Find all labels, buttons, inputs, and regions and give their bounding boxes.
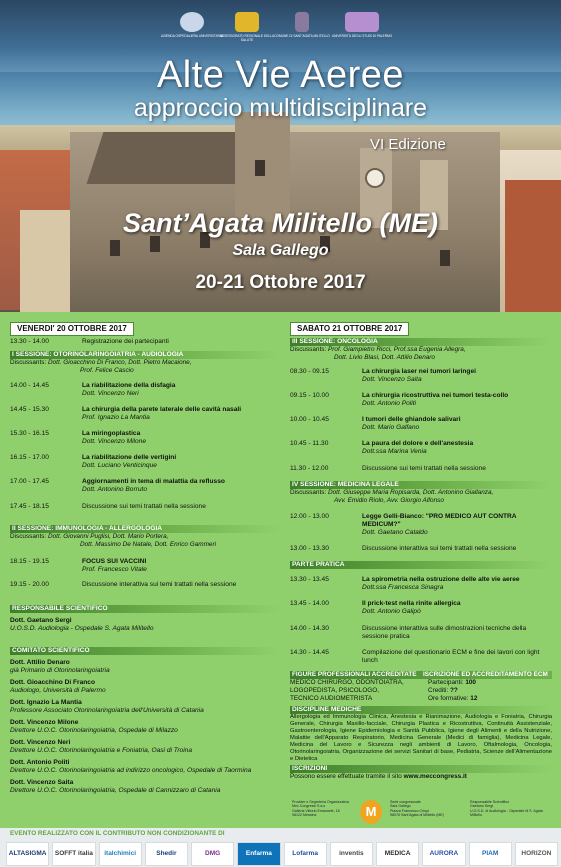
program-row [10, 454, 280, 470]
time-slot: 11.30 - 12.00 [290, 465, 329, 473]
sponsor-logo: italchimici [99, 842, 142, 866]
discussants-line: Prof. Giampietro Ricci, Prof.ssa Eugenia Allegra, [328, 346, 466, 353]
figures-list [290, 679, 414, 703]
registration-link[interactable]: www.meccongress.it [403, 773, 467, 781]
discussants-label: Discussants: [290, 346, 327, 353]
disciplines-header: DISCIPLINE MEDICHE [290, 706, 552, 714]
program-row [290, 416, 552, 432]
discussants-line: Dott. Livio Blasi, Dott. Attilio Denaro [334, 353, 435, 361]
logo-caption: UNIVERSITÀ DEGLI STUDI DI PALERMO [331, 34, 393, 38]
speaker: Dott. Antonio Galipò [362, 608, 421, 616]
program-row [290, 392, 552, 408]
person-role: Direttore U.O.C. Otorinolaringoiatria, Ospedale di Cannizzaro di Catania [10, 787, 221, 795]
talk-title: FOCUS SUI VACCINI [82, 558, 147, 566]
row-title: Discussione sui temi trattati nella sessione [82, 503, 206, 511]
committee-member [10, 739, 280, 755]
time-slot: 16.15 - 17.00 [10, 454, 49, 462]
window [255, 160, 265, 176]
tab-friday: VENERDI' 20 OTTOBRE 2017 [10, 322, 134, 336]
resp-info: Responsabile Scientifico Gaetano Sergi U.O.S.D. di Audiologia - Ospedale di S. Agata Militello [470, 800, 543, 818]
committee-member [10, 699, 280, 715]
figure-item: TECNICO AUDIOMETRISTA [290, 695, 373, 703]
row-title: Discussione interattiva sui temi trattati nella sessione [362, 545, 517, 553]
sponsor-logo: PIAM [469, 842, 512, 866]
logo-mark [345, 12, 379, 32]
program-row [290, 513, 552, 537]
committee-member [10, 779, 280, 795]
speaker: Prof. Ignazio La Mantia [82, 414, 150, 422]
program-row [10, 503, 280, 511]
row-title: Registrazione dei partecipanti [82, 338, 169, 345]
talk-title: Il prick-test nella rinite allergica [362, 600, 461, 608]
sponsor-logo: AURORA [422, 842, 465, 866]
logo-caption: ASSESSORATO REGIONALE DELLA SALUTE [219, 34, 275, 42]
logo-mark [295, 12, 309, 32]
hero-banner [0, 0, 561, 312]
person-name: Dott. Vincenzo Neri [10, 739, 71, 747]
mec-logo-icon: M [360, 800, 382, 824]
discussants [10, 359, 280, 374]
session-header: IV SESSIONE: MEDICINA LEGALE [290, 481, 552, 489]
sponsor-logo: HORIZON [515, 842, 558, 866]
event-subtitle: approccio multidisciplinare [133, 94, 428, 122]
discussants-line: Prof. Felice Cascio [80, 366, 134, 374]
program-row [290, 576, 552, 592]
discussants-line: Avv. Emidio Riolo, Avv. Giorgio Alfonso [334, 496, 444, 504]
sponsor-logo: SOFFT italia [52, 842, 95, 866]
talk-title: La chirurgia della parete laterale delle cavità nasali [82, 406, 242, 414]
person-name: Dott. Vincenzo Saita [10, 779, 74, 787]
sponsor-logo: inventis [330, 842, 373, 866]
session-header: PARTE PRATICA [290, 561, 552, 569]
sponsor-title: EVENTO REALIZZATO CON IL CONTRIBUTO NON CONDIZIONANTE DI [10, 830, 225, 837]
row-title: Discussione sui temi trattati nella sessione [362, 465, 486, 473]
session-header: I SESSIONE: OTORINOLARINGOIATRIA - AUDIOLOGIA [10, 351, 280, 359]
participants-label: Partecipanti: [428, 679, 464, 687]
discussants-line: Dott. Giuseppe Maria Ropisarda, Dott. Antonino Giallanza, [328, 489, 494, 497]
talk-title: I tumori delle ghiandole salivari [362, 416, 461, 424]
logo-caption: AZIENDA OSPEDALIERA UNIVERSITARIA [161, 34, 223, 38]
speaker: Dott. Luciano Venticinque [82, 462, 157, 470]
discussants-label: Discussants: [10, 533, 47, 541]
ecm-details [414, 679, 552, 703]
person-name: Dott. Attilio Denaro [10, 659, 70, 667]
time-slot: 10.45 - 11.30 [290, 440, 329, 448]
speaker: Dott. Vincenzo Saita [362, 376, 422, 384]
event-dates: 20-21 Ottobre 2017 [195, 272, 366, 293]
registration-info [290, 773, 552, 781]
discussants [10, 533, 280, 548]
disciplines-text: Allergologia ed Immunologia Clinica, Anestesia e Rianimazione, Audiologia e Foniatria, Chirurgia Generale, Chirurgia Maxillo-facciale, Chirurgia Plastica e Ricostruttiva, Continuità Assistenziale, Gastroenterologia, Igiene Epidemiologia e Sanità Pubblica, Igiene degli Alimenti e della Nutrizione, Malattie dell'Apparato Respiratorio, Medicina Generale (Medici di famiglia), Medicina Legale, Medicina del Lavoro e Sicurezza negli ambienti di Lavoro, Oftalmologia, Oncologia, Otorinolaringoiatria, Organizzazione dei servizi Sanitari di base, Pediatria, Scienze dell'Alimentazione e Dietetica [290, 714, 552, 763]
time-slot: 09.15 - 10.00 [290, 392, 329, 400]
time-slot: 14.30 - 14.45 [290, 649, 329, 657]
sponsor-logo: DMG [191, 842, 234, 866]
person-role: Direttore U.O.C. Otorinolaringoiatria, Ospedale di Milazzo [10, 727, 178, 735]
accreditation-body [290, 679, 552, 703]
person-role: Professore Associato Otorinolaringoiatria dell'Università di Catania [10, 707, 204, 715]
registration-text: Possono essere effettuate tramite il sito [290, 773, 402, 781]
row-title: Discussione interattiva sui temi trattati nella sessione [82, 581, 237, 589]
logo-mark [180, 12, 204, 32]
program-row [290, 368, 552, 384]
venue-info: Sede congressuale Sala Gallego Piazza Francesco Crispi 98076 Sant'Agata di Militello (ME) [390, 800, 445, 818]
program-row [290, 440, 552, 456]
edition-label: VI Edizione [370, 136, 446, 153]
program-row [290, 600, 552, 616]
talk-title: Legge Gelli-Bianco: "PRO MEDICO AUT CONTRA MEDICUM?" [362, 513, 517, 529]
figures-header: FIGURE PROFESSIONALI ACCREDITATE [292, 671, 417, 679]
person-name: Dott. Antonio Politi [10, 759, 70, 767]
time-slot: 10.00 - 10.45 [290, 416, 329, 424]
event-title: Alte Vie Aeree [156, 54, 405, 96]
program-row [10, 581, 280, 589]
talk-title: La riabilitazione della disfagia [82, 382, 176, 390]
speaker: Dott. Vincenzo Neri [82, 390, 139, 398]
hours-value: 12 [470, 695, 478, 703]
sponsor-logo: Shedir [145, 842, 188, 866]
time-slot: 17.45 - 18.15 [10, 503, 49, 511]
accreditation-header [290, 671, 552, 679]
sponsor-logo: ALTASIGMA [6, 842, 49, 866]
speaker: Prof. Francesco Vitale [82, 566, 147, 574]
tab-saturday: SABATO 21 OTTOBRE 2017 [290, 322, 409, 336]
credits-label: Crediti: [428, 687, 449, 695]
logo-caption: COMUNE DI SANT'AGATA MILITELLO [274, 34, 330, 38]
discussants [290, 489, 552, 504]
discussants-line: Dott. Massimo De Natale, Dott. Enrico Gammeri [80, 540, 217, 548]
discussants [290, 346, 552, 361]
session-header: II SESSIONE: IMMUNOLOGIA - ALLERGOLOGIA [10, 525, 280, 533]
sponsor-logos [6, 842, 558, 866]
person-name: Dott. Gaetano Sergi [10, 617, 72, 625]
committee-member [10, 719, 280, 735]
talk-title: La spirometria nella ostruzione delle alte vie aeree [362, 576, 520, 584]
speaker: Dott. Antonio Politi [362, 400, 416, 408]
organizer-strip [292, 798, 554, 828]
section-header: COMITATO SCIENTIFICO [10, 647, 280, 655]
person-name: Dott. Vincenzo Milone [10, 719, 79, 727]
sponsor-logo: MEDICA [376, 842, 419, 866]
speaker: Dott. Gaetano Cataldo [362, 529, 428, 537]
speaker: Dott. Vincenzo Milone [82, 438, 147, 446]
provider-info: Provider e Segreteria Organizzativa Mec Congressi S.a.s Galleria Vittorio Emanuele, 18 98122 Messina [292, 800, 349, 818]
talk-title: La miringoplastica [82, 430, 141, 438]
time-slot: 15.30 - 16.15 [10, 430, 49, 438]
speaker: Dott.ssa Francesca Sinagra [362, 584, 444, 592]
program-row [290, 625, 552, 641]
friday-column [10, 338, 280, 795]
discussants-label: Discussants: [290, 489, 327, 497]
credits-value: ?? [450, 687, 458, 695]
patron-logos [0, 12, 561, 46]
event-venue: Sala Gallego [232, 242, 329, 259]
time-slot: 14.00 - 14.30 [290, 625, 329, 633]
person-role: già Primario di Otorinolaringoiatria [10, 667, 110, 675]
talk-title: La paura del dolore e dell'anestesia [362, 440, 474, 448]
ecm-header: ISCRIZIONE ED ACCREDITAMENTO ECM [423, 671, 548, 679]
event-city: Sant’Agata Militello (ME) [122, 208, 438, 238]
person-role: Audiologo, Università di Palermo [10, 687, 106, 695]
program-row [290, 649, 552, 665]
participants-value: 100 [465, 679, 476, 687]
figure-item: MEDICO CHIRURGO, ODONTOIATRA, [290, 679, 404, 687]
program-row [290, 545, 552, 553]
committee-member [10, 679, 280, 695]
figure-item: LOGOPEDISTA, PSICOLOGO, [290, 687, 380, 695]
registration-header: ISCRIZIONI [290, 765, 552, 773]
person-name: Dott. Ignazio La Mantia [10, 699, 82, 707]
logo-comune [270, 12, 334, 46]
hours-label: Ore formative: [428, 695, 469, 703]
time-slot: 14.45 - 15.30 [10, 406, 49, 414]
speaker: Dott. Mario Galfano [362, 424, 420, 432]
committee-member [10, 659, 280, 675]
logo-mark [235, 12, 259, 32]
person-name: Dott. Gioacchino Di Franco [10, 679, 95, 687]
time-slot: 18.15 - 19.15 [10, 558, 49, 566]
time-slot: 13.30 - 13.45 [290, 576, 329, 584]
program-row [10, 430, 280, 446]
time-slot: 13.30 - 14.00 [10, 338, 49, 345]
time-slot: 13.45 - 14.00 [290, 600, 329, 608]
sponsor-logo: Lofarma [284, 842, 327, 866]
talk-title: La chirurgia ricostruttiva nei tumori testa-collo [362, 392, 509, 400]
scientific-lead [10, 617, 280, 633]
program-row [10, 478, 280, 494]
saturday-column [290, 338, 552, 781]
committee-member [10, 759, 280, 775]
program-row [10, 558, 280, 574]
speaker: Dott. Antonino Borruto [82, 486, 147, 494]
discussants-line: Dott. Giovanni Puglisi, Dott. Mario Portera, [48, 533, 169, 541]
program-row [290, 465, 552, 473]
time-slot: 14.00 - 14.45 [10, 382, 49, 390]
talk-title: La riabilitazione delle vertigini [82, 454, 177, 462]
program-row [10, 338, 280, 346]
row-title: Compilazione del questionario ECM e fine dei lavori con light lunch [362, 649, 540, 665]
time-slot: 13.00 - 13.30 [290, 545, 329, 553]
clock-icon [365, 168, 385, 188]
sponsor-logo: Enfarma [237, 842, 280, 866]
session-header: III SESSIONE: ONCOLOGIA [290, 338, 552, 346]
discussants-label: Discussants: [10, 359, 47, 366]
logo-universita [330, 12, 394, 46]
program-row [10, 406, 280, 422]
time-slot: 17.00 - 17.45 [10, 478, 49, 486]
time-slot: 08.30 - 09.15 [290, 368, 329, 376]
person-role: Direttore U.O.C. Otorinolaringoiatria ad indirizzo oncologico, Ospedale di Taormina [10, 767, 252, 775]
person-role: Direttore U.O.C. Otorinolaringoiatria e Foniatria, Oasi di Troina [10, 747, 193, 755]
talk-title: Aggiornamenti in tema di malattia da reflusso [82, 478, 225, 486]
time-slot: 12.00 - 13.00 [290, 513, 329, 521]
section-header: RESPONSABILE SCIENTIFICO [10, 605, 280, 613]
time-slot: 19.15 - 20.00 [10, 581, 49, 589]
speaker: Dott.ssa Marina Venia [362, 448, 427, 456]
discussants-line: Dott. Gioacchino Di Franco, Dott. Pietro Macaione, [48, 359, 192, 366]
person-role: U.O.S.D. Audiologia - Ospedale S. Agata Militello [10, 625, 154, 633]
program-row [10, 382, 280, 398]
row-title: Discussione interattiva sulle dimostrazioni tecniche della sessione pratica [362, 625, 527, 641]
castle-roof [87, 132, 254, 184]
talk-title: La chirurgia laser nei tumori laringei [362, 368, 476, 376]
